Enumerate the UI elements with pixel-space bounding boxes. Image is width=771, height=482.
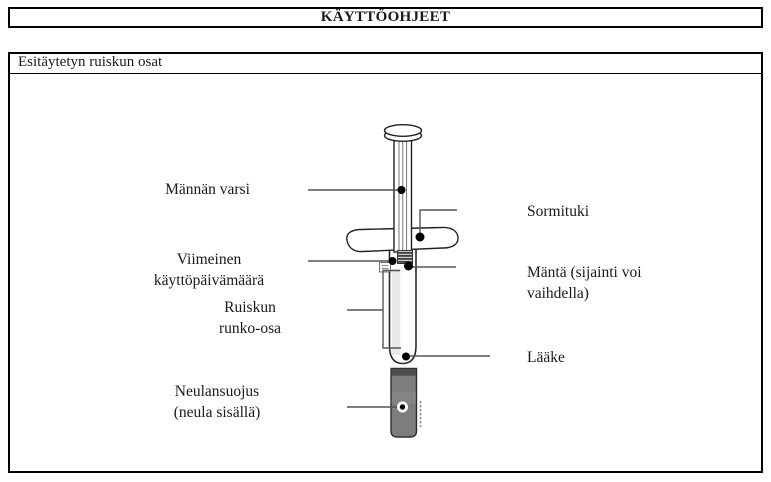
label-line: vaihdella)	[527, 285, 589, 302]
section-header-text: Esitäytetyn ruiskun osat	[18, 54, 163, 70]
needle-shield-label	[147, 381, 287, 423]
syringe-body-label	[185, 297, 315, 339]
label-line: käyttöpäivämäärä	[153, 272, 265, 289]
finger-support-label	[527, 201, 589, 222]
plunger-stopper-label	[527, 262, 642, 304]
label-line: Ruiskun	[224, 299, 276, 316]
label-line: Lääke	[527, 349, 565, 366]
expiry-date-label	[129, 249, 289, 291]
label-line: Mäntä (sijainti voi	[527, 264, 642, 281]
plunger-rod-label	[140, 179, 275, 200]
label-line: Neulansuojus	[174, 383, 260, 400]
label-line: Viimeinen	[176, 251, 242, 268]
instructions-title-box	[8, 7, 763, 28]
medicine-label	[527, 347, 565, 368]
label-line: (neula sisällä)	[173, 404, 261, 421]
label-line: Männän varsi	[165, 181, 250, 198]
page-title: KÄYTTÖOHJEET	[320, 9, 451, 25]
label-line: Sormituki	[527, 203, 590, 220]
figure-box	[8, 52, 763, 473]
section-header	[10, 54, 761, 74]
label-line: runko-osa	[219, 320, 281, 337]
